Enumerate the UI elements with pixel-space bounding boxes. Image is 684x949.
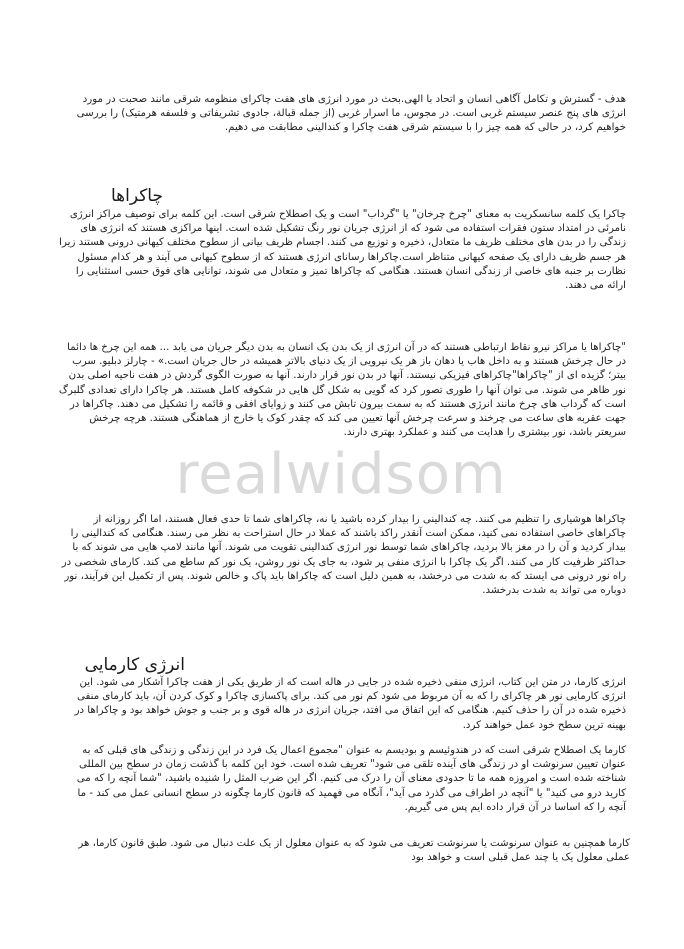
chakra-definition-paragraph: چاکرا یک کلمه سانسکریت به معنای "چرخ چرخان" یا "گرداب" است و یک اصطلاح شرقی است. این کلمه برای توصیف مراکز انرژی نامرئی در امتداد ستون فقرات استفاده می شود که از انرژی جریان نور رنگ تشکیل شده است. اینها مراکزی هستند که انرژی های زندگی را در بدن های مختلف ظریف ما متعادل، ذخیره و توزیع می کنند. اجسام ظریف بیانی از سطوح مختلف کیهانی درونی هستند زیرا هر جسم ظریف دارای یک صفحه کیهانی متناظر است.چاکراها رسانای انرژی هستند که از سطوح کیهانی می آیند و هر کدام مسئول نظارت بر جنبه های خاصی از زندگی انسان هستند. هنگامی که چاکراها تمیز و متعادل می شوند، توانایی های فوق حسی استثنایی را ارائه می دهند.	[59, 209, 626, 292]
section-heading-chakras: چاکراها	[110, 186, 163, 206]
karma-energy-paragraph: انرژی کارما، در متن این کتاب، انرژی منفی ذخیره شده در جایی در هاله است که از طریق یکی از هفت چاکرا آشکار می شود. این انرژی کارمایی نور هر چاکرای را که به آن مربوط می شود کم نور می کند. برای پاکسازی چاکرا و کوک کردن آن، باید کارمای منفی ذخیره شده در آن را حذف کنیم. هنگامی که این اتفاق می افتد، جریان انرژی در هاله قوی و بر جنب و جوش خواهد بود و چاکراها در بهینه ترین سطح خود عمل خواهند کرد.	[74, 677, 626, 731]
watermark: realwidsom	[175, 442, 507, 507]
chakra-quote-paragraph: "چاکراها یا مراکز نیرو نقاط ارتباطی هستند که در آن انرژی از یک بدن یک انسان به بدن دیگر جریان می یابد ... همه این چرخ ها دائما در حال چرخش هستند و به داخل هاب یا دهان باز هر یک نیرویی از یک دنیای بالاتر همیشه در حال جریان است.» - چارلز دبلیو. سرب بیتر؛ گزیده ای از "چاکراها"چاکراهای فیزیکی نیستند. آنها در بدن نور قرار دارند. آنها به صورت الگوی گردش در هفت ناحیه اصلی بدن نور ظاهر می شوند. می توان آنها را طوری تصور کرد که گویی به شکل گل هایی در شکوفه کامل هستند. هر چاکرا دارای تعدادی گلبرگ است که گرداب های چرخ مانند انرژی هستند که به سمت بیرون تابش می کنند و زوایای افقی و قائمه را تشکیل می دهند. چاکراها در جهت عقربه های ساعت می چرخند و سرعت چرخش آنها تعیین می کند که چقدر کوک یا خارج از هماهنگی هستند. هرچه چرخش سریعتر باشد، نور بیشتری را هدایت می کنند و عملکرد بهتری دارند.	[58, 342, 626, 439]
kundalini-paragraph: چاکراها هوشیاری را تنظیم می کنند. چه کندالینی را بیدار کرده باشید یا نه، چاکراهای شما تا حدی فعال هستند، اما اگر روزانه از چاکراهای خاصی استفاده نمی کنید، ممکن است آنقدر راکد باشند که عملا در حال استراحت به نظر می رسند. هنگامی که کندالینی را بیدار کردید و آن را در مغز بالا بردید، چاکراهای شما توسط نور انرژی کندالینی تقویت می شوند. آنها مانند لامپ هایی می شوند که با حداکثر ظرفیت کار می کنند. اگر یک چاکرا با انرژی منفی پر شود، به جای یک نور روشن، یک نور کم ساطع می کند. کارمای شخصی در راه نور درونی می ایستد که به شدت می درخشد، به همین دلیل است که چاکراها باید پاک و خالص شوند. پس از تکمیل این فرآیند، نور دوباره می تواند به شدت بدرخشد.	[61, 514, 626, 597]
karma-destiny-paragraph: کارما همچنین به عنوان سرنوشت یا سرنوشت تعریف می شود که به عنوان معلول از یک علت دنبال می شود. طبق قانون کارما، هر عملی معلول یک یا چند عمل قبلی است و خواهد بود	[78, 838, 630, 864]
karma-definition-paragraph: کارما یک اصطلاح شرقی است که در هندوئیسم و بودیسم به عنوان "مجموع اعمال یک فرد در این زندگی و زندگی های قبلی که به عنوان تعیین سرنوشت او در زندگی های آینده تلقی می شود" تعریف شده است. خود این کلمه با گذشت زمان در سطح بین المللی شناخته شده است و امروزه همه ما تا حدودی معنای آن را درک می کنیم. اگر این ضرب المثل را شنیده باشید، "شما آنچه را که می کارید درو می کنید" یا "آنچه در اطراف می گذرد می آید"، آنگاه می فهمید که قانون کارما چگونه در سطح انسانی عمل می کند - ما آنچه را که اساسا در آن قرار داده ایم پس می گیریم.	[76, 745, 626, 813]
section-heading-karmic-energy: انرژی کارمایی	[84, 655, 185, 675]
intro-paragraph: هدف - گسترش و تکامل آگاهی انسان و اتحاد با الهی.بحث در مورد انرژی های هفت چاکرای منظومه شرقی مانند صحبت در مورد انرژی های پنج عنصر سیستم غربی است. در مجوس، ما اسرار غربی (از جمله قبالة، جادوی تشریفاتی و فلسفه هرمتیک) را بررسی خواهیم کرد، در حالی که همه چیز را با سیستم شرقی هفت چاکرا و کندالینی مطابقت می دهیم.	[76, 94, 626, 134]
